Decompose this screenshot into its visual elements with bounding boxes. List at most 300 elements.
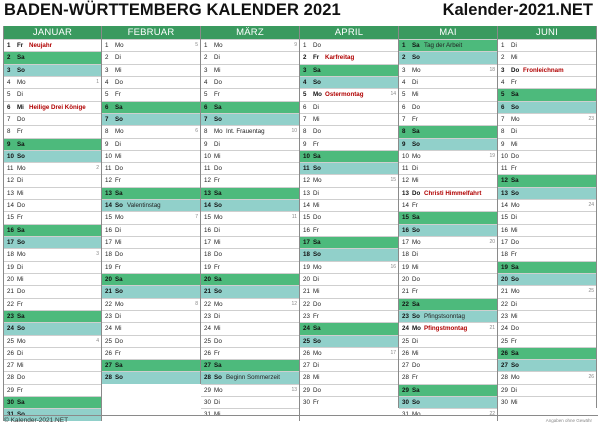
weekday: Mi: [214, 152, 221, 160]
day-number: 5: [204, 91, 208, 99]
day-row: [399, 224, 497, 236]
day-row: [498, 384, 596, 396]
month-column: [498, 26, 597, 408]
day-number: 27: [204, 362, 211, 370]
day-number: 29: [7, 386, 14, 394]
day-row: [498, 162, 596, 174]
day-row: [102, 64, 200, 76]
weekday: So: [313, 251, 321, 259]
weekday: So: [115, 374, 123, 382]
day-row: [300, 347, 398, 359]
day-number: 9: [303, 140, 307, 148]
day-number: 30: [7, 399, 14, 407]
weekday: Di: [214, 312, 220, 320]
weekday: Fr: [17, 128, 23, 136]
day-row: [300, 384, 398, 396]
weekday: Do: [313, 128, 321, 136]
day-row: [201, 322, 299, 334]
day-number: 18: [303, 251, 310, 259]
day-number: 24: [7, 325, 14, 333]
day-number: 7: [303, 115, 307, 123]
weekday: Fr: [511, 251, 517, 259]
day-row: [300, 174, 398, 186]
day-number: 5: [7, 91, 11, 99]
day-number: 17: [402, 239, 409, 246]
day-number: 18: [204, 251, 211, 259]
weekday: Di: [313, 362, 319, 370]
day-number: 7: [204, 115, 208, 123]
day-row: [300, 298, 398, 310]
week-number: 3: [96, 251, 99, 258]
day-row: [300, 261, 398, 273]
weekday: Sa: [412, 214, 420, 222]
weekday: Fr: [313, 312, 319, 320]
weekday: Mo: [214, 386, 223, 394]
day-row: [498, 273, 596, 285]
day-number: 20: [105, 275, 112, 283]
week-number: 22: [489, 411, 495, 418]
weekday: Do: [17, 288, 25, 296]
day-row: [102, 261, 200, 273]
day-row: [399, 396, 497, 408]
weekday: So: [313, 78, 321, 86]
week-number: 13: [291, 386, 297, 393]
weekday: Di: [115, 140, 121, 148]
day-row: [102, 51, 200, 63]
day-row: [300, 101, 398, 113]
holiday-label: Beginn Sommerzeit: [226, 374, 280, 382]
weekday: Mi: [412, 177, 419, 185]
day-number: 20: [303, 275, 310, 283]
day-row: [498, 310, 596, 322]
day-number: 25: [105, 337, 112, 345]
weekday: Sa: [313, 239, 321, 246]
weekday: Sa: [17, 226, 25, 234]
day-number: 31: [7, 411, 14, 419]
weekday: Di: [511, 128, 517, 136]
day-row: [399, 211, 497, 223]
day-row: [498, 39, 596, 51]
day-number: 18: [105, 251, 112, 259]
day-row: [201, 174, 299, 186]
weekday: Di: [313, 189, 319, 197]
day-row: [102, 371, 200, 383]
day-row: [4, 174, 101, 186]
day-number: 23: [105, 312, 112, 320]
day-number: 26: [501, 349, 508, 357]
day-row: [201, 384, 299, 396]
weekday: Di: [412, 251, 418, 259]
day-row: [399, 236, 497, 248]
month-column: [3, 26, 102, 421]
day-row: [399, 101, 497, 113]
day-number: 22: [303, 300, 310, 308]
holiday-label: Fronleichnam: [523, 66, 564, 74]
day-row: [399, 298, 497, 310]
day-row: [102, 101, 200, 113]
weekday: Sa: [214, 189, 222, 197]
weekday: Sa: [313, 152, 321, 160]
month-column: [102, 26, 201, 384]
day-number: 27: [105, 362, 112, 370]
day-row: [102, 187, 200, 199]
day-number: 28: [105, 374, 112, 382]
day-number: 6: [204, 103, 208, 111]
day-number: 9: [7, 140, 11, 148]
day-row: [102, 138, 200, 150]
weekday: Sa: [313, 66, 321, 74]
weekday: Fr: [214, 91, 220, 99]
day-row: [4, 51, 101, 63]
day-number: 7: [501, 115, 505, 123]
day-number: 13: [402, 189, 409, 197]
month-header: MÄRZ: [201, 26, 299, 39]
day-row: [102, 285, 200, 297]
weekday: Mi: [214, 66, 221, 74]
weekday: Mi: [511, 399, 518, 407]
day-number: 27: [7, 362, 14, 370]
day-row: [201, 187, 299, 199]
day-number: 17: [105, 239, 112, 246]
weekday: Di: [511, 386, 517, 394]
day-row: [399, 310, 497, 322]
weekday: Sa: [412, 300, 420, 308]
weekday: Di: [511, 42, 517, 49]
day-row: [201, 310, 299, 322]
day-number: 26: [402, 349, 409, 357]
weekday: Mo: [511, 374, 520, 382]
weekday: Di: [511, 214, 517, 222]
disclaimer-note: Angaben ohne Gewähr: [545, 418, 592, 423]
day-row: [201, 211, 299, 223]
weekday: Mo: [412, 152, 421, 160]
day-number: 4: [7, 78, 11, 86]
day-row: [201, 359, 299, 371]
day-row: [498, 64, 596, 76]
day-number: 8: [7, 128, 11, 136]
day-number: 29: [501, 386, 508, 394]
weekday: Do: [511, 239, 519, 246]
weekday: Mi: [17, 103, 24, 111]
day-number: 13: [204, 189, 211, 197]
day-number: 13: [303, 189, 310, 197]
day-number: 6: [105, 103, 109, 111]
week-number: 23: [588, 115, 594, 122]
weekday: Sa: [17, 399, 25, 407]
day-number: 17: [303, 239, 310, 246]
day-row: [201, 396, 299, 408]
holiday-label: Pfingstmontag: [424, 325, 468, 333]
weekday: Fr: [17, 386, 23, 394]
day-number: 16: [7, 226, 14, 234]
day-number: 28: [204, 374, 211, 382]
weekday: Fr: [214, 349, 220, 357]
day-number: 22: [402, 300, 409, 308]
weekday: Mo: [412, 239, 421, 246]
day-number: 5: [303, 91, 307, 99]
day-row: [498, 76, 596, 88]
weekday: Fr: [214, 177, 220, 185]
weekday: Di: [17, 349, 23, 357]
day-number: 23: [501, 312, 508, 320]
day-row: [102, 113, 200, 125]
day-row: [399, 174, 497, 186]
day-number: 19: [105, 263, 112, 271]
day-number: 3: [402, 66, 406, 74]
day-number: 3: [303, 66, 307, 74]
day-row: [102, 88, 200, 100]
day-row: [102, 335, 200, 347]
day-row: [102, 359, 200, 371]
day-number: 12: [303, 177, 310, 185]
day-row: [102, 236, 200, 248]
day-number: 3: [105, 66, 109, 74]
day-number: 28: [7, 374, 14, 382]
day-number: 12: [7, 177, 14, 185]
day-number: 17: [501, 239, 508, 246]
week-number: 4: [96, 337, 99, 344]
day-row: [4, 211, 101, 223]
holiday-label: Pfingstsonntag: [424, 312, 465, 320]
day-row: [4, 101, 101, 113]
weekday: Mo: [313, 91, 322, 99]
day-row: [399, 261, 497, 273]
day-number: 2: [204, 54, 208, 62]
weekday: Mo: [17, 165, 26, 173]
weekday: Mo: [313, 349, 322, 357]
day-row: [498, 199, 596, 211]
week-number: 15: [390, 177, 396, 184]
weekday: Mo: [412, 66, 421, 74]
day-row: [300, 273, 398, 285]
week-number: 26: [588, 374, 594, 381]
brand-logo[interactable]: Kalender-2021.NET: [442, 1, 593, 19]
day-number: 21: [501, 288, 508, 296]
week-number: 16: [390, 263, 396, 270]
day-number: 1: [7, 42, 11, 49]
weekday: Mi: [412, 349, 419, 357]
weekday: Di: [17, 263, 23, 271]
day-number: 16: [204, 226, 211, 234]
weekday: Do: [313, 386, 321, 394]
day-number: 19: [303, 263, 310, 271]
day-number: 7: [105, 115, 109, 123]
day-row: [300, 285, 398, 297]
day-number: 6: [7, 103, 11, 111]
day-row: [399, 88, 497, 100]
month-header: MAI: [399, 26, 497, 39]
weekday: So: [115, 115, 123, 123]
day-row: [201, 125, 299, 137]
day-row: [399, 51, 497, 63]
weekday: Sa: [17, 312, 25, 320]
week-number: 20: [489, 239, 495, 245]
day-row: [201, 285, 299, 297]
day-number: 2: [501, 54, 505, 62]
day-number: 3: [7, 66, 11, 74]
day-row: [399, 199, 497, 211]
day-number: 9: [501, 140, 505, 148]
day-number: 25: [501, 337, 508, 345]
day-number: 5: [501, 91, 505, 99]
month-column: [300, 26, 399, 408]
day-row: [300, 322, 398, 334]
day-number: 28: [303, 374, 310, 382]
day-row: [102, 76, 200, 88]
weekday: Mo: [214, 214, 223, 222]
weekday: Mo: [412, 325, 421, 333]
day-row: [399, 335, 497, 347]
day-row: [201, 248, 299, 260]
weekday: Mi: [313, 288, 320, 296]
day-number: 2: [7, 54, 11, 62]
weekday: Fr: [17, 214, 23, 222]
day-row: [300, 125, 398, 137]
day-row: [102, 298, 200, 310]
day-row: [102, 248, 200, 260]
day-number: 15: [204, 214, 211, 222]
day-row: [102, 150, 200, 162]
day-number: 17: [7, 239, 14, 246]
weekday: Do: [412, 275, 420, 283]
day-row: [4, 236, 101, 248]
day-number: 12: [105, 177, 112, 185]
day-row: [102, 199, 200, 211]
weekday: Sa: [17, 54, 25, 62]
day-number: 23: [402, 312, 409, 320]
day-row: [300, 236, 398, 248]
day-row: [4, 248, 101, 260]
day-number: 14: [7, 202, 14, 210]
day-number: 16: [501, 226, 508, 234]
weekday: Sa: [511, 177, 519, 185]
day-number: 2: [303, 54, 307, 62]
day-number: 4: [303, 78, 307, 86]
weekday: Mo: [17, 78, 26, 86]
day-number: 26: [204, 349, 211, 357]
weekday: Do: [214, 78, 222, 86]
copyright-text: © Kalender-2021.NET: [4, 417, 69, 424]
day-number: 9: [204, 140, 208, 148]
weekday: Di: [214, 399, 220, 407]
day-row: [399, 138, 497, 150]
day-row: [498, 138, 596, 150]
day-number: 26: [303, 349, 310, 357]
day-row: [498, 236, 596, 248]
day-number: 10: [7, 152, 14, 160]
weekday: Fr: [511, 165, 517, 173]
day-number: 10: [303, 152, 310, 160]
weekday: Do: [412, 362, 420, 370]
weekday: Mi: [313, 115, 320, 123]
weekday: So: [412, 399, 420, 407]
day-number: 26: [7, 349, 14, 357]
day-number: 20: [204, 275, 211, 283]
day-row: [102, 224, 200, 236]
weekday: Mi: [115, 152, 122, 160]
day-row: [399, 273, 497, 285]
weekday: Di: [412, 78, 418, 86]
day-row: [399, 285, 497, 297]
weekday: Mo: [214, 300, 223, 308]
day-number: 31: [204, 411, 211, 419]
day-row: [399, 347, 497, 359]
weekday: Mi: [511, 54, 518, 62]
day-row: [399, 76, 497, 88]
day-number: 24: [105, 325, 112, 333]
weekday: Mi: [412, 91, 419, 99]
weekday: Do: [115, 337, 123, 345]
day-number: 21: [105, 288, 112, 296]
weekday: Mo: [17, 251, 26, 259]
day-number: 21: [303, 288, 310, 296]
weekday: So: [115, 288, 123, 296]
day-row: [201, 150, 299, 162]
month-header: FEBRUAR: [102, 26, 200, 39]
day-number: 23: [303, 312, 310, 320]
week-number: 1: [96, 78, 99, 85]
weekday: Di: [412, 165, 418, 173]
weekday: Do: [17, 374, 25, 382]
day-number: 4: [204, 78, 208, 86]
weekday: So: [511, 103, 519, 111]
weekday: Do: [313, 42, 321, 49]
weekday: Di: [115, 226, 121, 234]
weekday: Sa: [17, 140, 25, 148]
day-row: [300, 310, 398, 322]
day-number: 12: [402, 177, 409, 185]
day-row: [4, 64, 101, 76]
day-number: 27: [501, 362, 508, 370]
day-number: 25: [303, 337, 310, 345]
weekday: Mi: [511, 226, 518, 234]
day-row: [399, 125, 497, 137]
day-row: [399, 162, 497, 174]
weekday: Fr: [313, 54, 320, 62]
day-number: 18: [7, 251, 14, 259]
weekday: Sa: [511, 349, 519, 357]
day-row: [300, 76, 398, 88]
day-number: 30: [501, 399, 508, 407]
weekday: Do: [313, 214, 321, 222]
holiday-label: Int. Frauentag: [226, 128, 265, 136]
weekday: Fr: [214, 263, 220, 271]
holiday-label: Karfreitag: [325, 54, 355, 62]
day-number: 15: [7, 214, 14, 222]
day-number: 11: [303, 165, 310, 173]
weekday: Fr: [313, 140, 319, 148]
weekday: Mi: [214, 325, 221, 333]
day-row: [4, 199, 101, 211]
weekday: Fr: [115, 177, 121, 185]
day-row: [4, 162, 101, 174]
weekday: So: [511, 275, 519, 283]
day-row: [102, 174, 200, 186]
day-number: 1: [204, 42, 208, 49]
day-number: 10: [402, 152, 409, 160]
weekday: So: [412, 140, 420, 148]
day-row: [498, 101, 596, 113]
weekday: So: [412, 54, 420, 62]
day-number: 14: [204, 202, 211, 210]
day-row: [498, 187, 596, 199]
weekday: Mo: [115, 128, 124, 136]
weekday: Sa: [115, 189, 123, 197]
day-row: [4, 384, 101, 396]
day-number: 8: [402, 128, 406, 136]
weekday: Fr: [412, 288, 418, 296]
weekday: Do: [115, 251, 123, 259]
